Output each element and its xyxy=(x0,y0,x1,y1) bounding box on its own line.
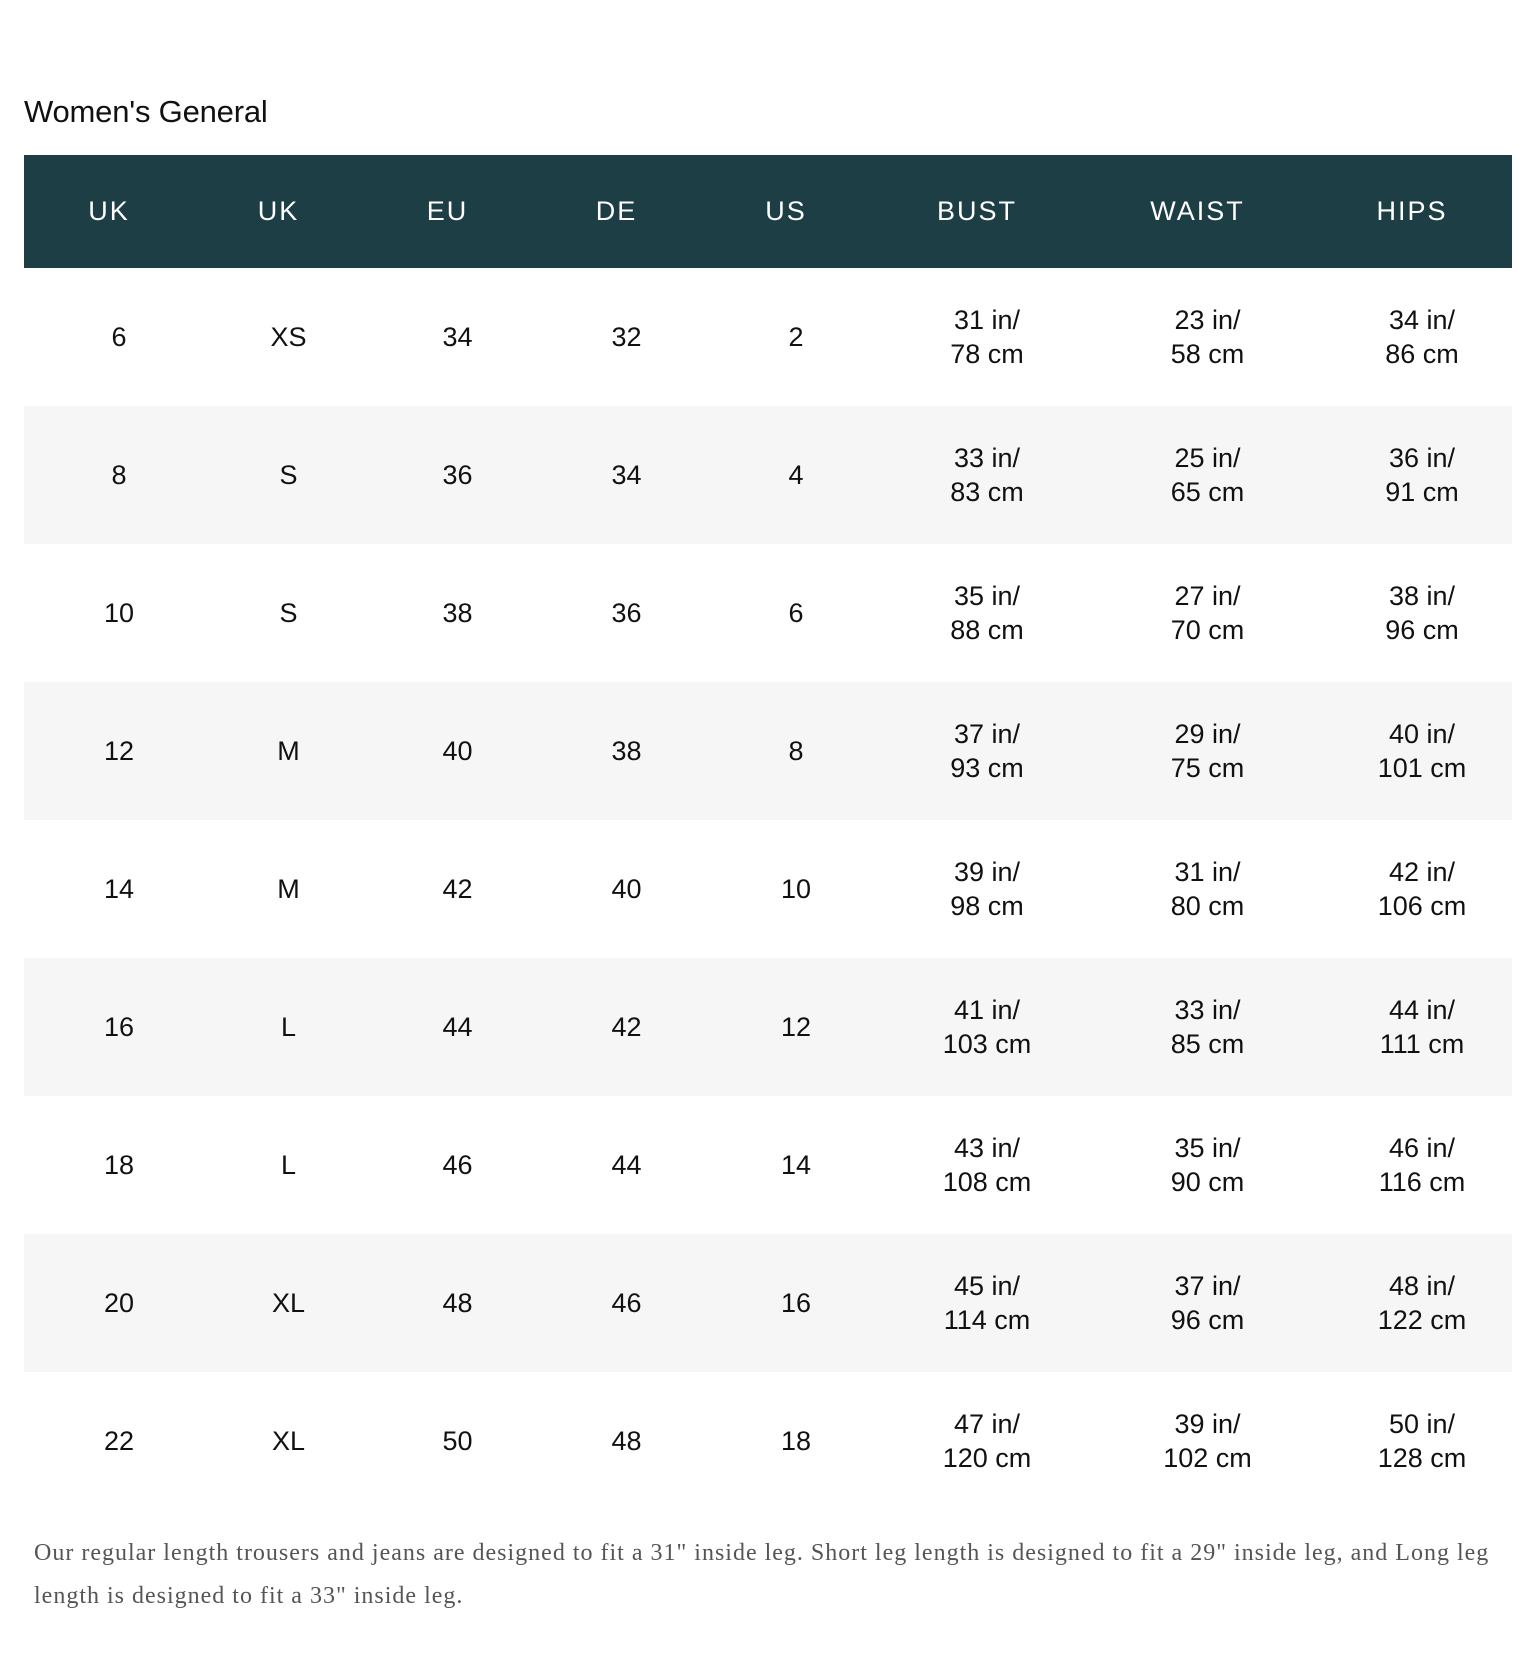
table-row xyxy=(24,1096,1512,1234)
cell-waist-inches: 27 in/ xyxy=(1174,581,1241,611)
cell-eu: 48 xyxy=(442,1288,473,1318)
header-uk-letter: UK xyxy=(257,196,300,226)
header-waist: WAIST xyxy=(1150,196,1245,226)
cell-bust xyxy=(871,1096,1083,1234)
cell-waist-centimetres: 80 cm xyxy=(1170,891,1245,921)
cell-de: 42 xyxy=(611,1012,642,1042)
cell-uk-letter: M xyxy=(277,736,300,766)
cell-bust-centimetres: 103 cm xyxy=(942,1029,1032,1059)
cell-uk-letter: M xyxy=(277,874,300,904)
cell-uk-numeric: 12 xyxy=(103,736,135,766)
cell-waist xyxy=(1083,406,1312,544)
cell-bust-centimetres: 83 cm xyxy=(950,477,1024,507)
cell-waist xyxy=(1083,958,1312,1096)
cell-bust-centimetres: 98 cm xyxy=(950,891,1024,921)
cell-bust-centimetres: 78 cm xyxy=(950,339,1024,369)
cell-bust-inches: 41 in/ xyxy=(953,995,1021,1025)
header-uk-numeric: UK xyxy=(88,196,130,226)
cell-uk-letter: L xyxy=(280,1012,297,1042)
cell-waist-centimetres: 75 cm xyxy=(1170,753,1245,783)
cell-waist-centimetres: 58 cm xyxy=(1170,339,1245,369)
cell-bust xyxy=(871,1234,1083,1372)
cell-uk-numeric: 14 xyxy=(103,874,135,904)
cell-hips xyxy=(1312,682,1512,820)
cell-de: 32 xyxy=(611,322,642,352)
cell-bust-inches: 35 in/ xyxy=(953,581,1021,611)
cell-hips xyxy=(1312,820,1512,958)
cell-waist xyxy=(1083,268,1312,406)
cell-hips-inches: 36 in/ xyxy=(1388,443,1456,473)
cell-hips-inches: 40 in/ xyxy=(1388,719,1456,749)
cell-de: 48 xyxy=(611,1426,642,1456)
table-row xyxy=(24,544,1512,682)
cell-waist-centimetres: 85 cm xyxy=(1170,1029,1245,1059)
cell-hips-inches: 34 in/ xyxy=(1388,305,1456,335)
cell-us: 6 xyxy=(788,598,804,628)
cell-bust-centimetres: 108 cm xyxy=(942,1167,1032,1197)
table-row xyxy=(24,268,1512,406)
cell-bust-inches: 39 in/ xyxy=(953,857,1021,887)
cell-hips xyxy=(1312,268,1512,406)
cell-us: 16 xyxy=(780,1288,812,1318)
cell-hips-centimetres: 96 cm xyxy=(1385,615,1459,645)
cell-waist-inches: 31 in/ xyxy=(1174,857,1241,887)
cell-waist-centimetres: 90 cm xyxy=(1170,1167,1245,1197)
cell-hips-centimetres: 111 cm xyxy=(1379,1029,1465,1059)
cell-de: 36 xyxy=(611,598,642,628)
cell-bust xyxy=(871,682,1083,820)
table-row xyxy=(24,1234,1512,1372)
cell-hips xyxy=(1312,1234,1512,1372)
cell-uk-letter: S xyxy=(279,460,298,490)
header-eu: EU xyxy=(426,196,469,226)
table-row xyxy=(24,406,1512,544)
cell-uk-letter: L xyxy=(280,1150,297,1180)
cell-hips-inches: 42 in/ xyxy=(1388,857,1456,887)
cell-de: 46 xyxy=(611,1288,642,1318)
cell-us: 10 xyxy=(780,874,812,904)
cell-bust-inches: 45 in/ xyxy=(953,1271,1021,1301)
cell-waist-centimetres: 102 cm xyxy=(1163,1443,1252,1473)
table-body xyxy=(24,268,1512,1510)
cell-waist-inches: 23 in/ xyxy=(1174,305,1241,335)
cell-waist xyxy=(1083,682,1312,820)
cell-bust xyxy=(871,958,1083,1096)
cell-bust-inches: 43 in/ xyxy=(953,1133,1021,1163)
cell-hips-centimetres: 122 cm xyxy=(1377,1305,1467,1335)
cell-uk-numeric: 18 xyxy=(103,1150,135,1180)
cell-eu: 38 xyxy=(442,598,473,628)
cell-waist-inches: 29 in/ xyxy=(1174,719,1241,749)
table-header xyxy=(24,155,1512,268)
cell-waist-centimetres: 70 cm xyxy=(1170,615,1245,645)
cell-de: 38 xyxy=(611,736,642,766)
cell-bust-inches: 37 in/ xyxy=(953,719,1021,749)
cell-waist-inches: 39 in/ xyxy=(1174,1409,1241,1439)
header-de: DE xyxy=(595,196,638,226)
cell-waist-centimetres: 96 cm xyxy=(1170,1305,1245,1335)
header-bust: BUST xyxy=(936,196,1017,226)
cell-bust-centimetres: 120 cm xyxy=(942,1443,1032,1473)
table-row xyxy=(24,958,1512,1096)
table-row xyxy=(24,820,1512,958)
cell-bust xyxy=(871,820,1083,958)
cell-eu: 46 xyxy=(442,1150,473,1180)
cell-uk-letter: XL xyxy=(271,1426,306,1456)
cell-bust xyxy=(871,268,1083,406)
cell-bust-centimetres: 114 cm xyxy=(943,1305,1031,1335)
cell-uk-letter: XS xyxy=(270,322,307,352)
cell-hips-centimetres: 128 cm xyxy=(1377,1443,1467,1473)
cell-waist xyxy=(1083,1234,1312,1372)
cell-us: 14 xyxy=(780,1150,812,1180)
cell-uk-numeric: 6 xyxy=(111,322,127,352)
cell-hips-inches: 48 in/ xyxy=(1388,1271,1456,1301)
cell-waist xyxy=(1083,1096,1312,1234)
cell-uk-letter: XL xyxy=(271,1288,306,1318)
header-hips: HIPS xyxy=(1376,196,1448,226)
cell-waist-inches: 33 in/ xyxy=(1174,995,1241,1025)
cell-waist-inches: 35 in/ xyxy=(1174,1133,1241,1163)
cell-uk-numeric: 20 xyxy=(103,1288,135,1318)
cell-waist-inches: 25 in/ xyxy=(1174,443,1241,473)
cell-waist xyxy=(1083,544,1312,682)
cell-us: 4 xyxy=(788,460,804,490)
inside-leg-footnote: Our regular length trousers and jeans are designed to fit a 31" inside leg. Short leg length is designed to fit a 29" inside leg, and Long leg length is designed to fit a 33" inside leg. xyxy=(34,1540,1490,1609)
cell-bust xyxy=(871,406,1083,544)
cell-bust xyxy=(871,1372,1083,1510)
cell-waist xyxy=(1083,820,1312,958)
cell-uk-numeric: 16 xyxy=(103,1012,135,1042)
cell-waist-inches: 37 in/ xyxy=(1174,1271,1241,1301)
cell-bust-centimetres: 93 cm xyxy=(950,753,1024,783)
cell-hips-centimetres: 91 cm xyxy=(1385,477,1459,507)
cell-uk-numeric: 10 xyxy=(103,598,135,628)
cell-hips xyxy=(1312,406,1512,544)
cell-eu: 34 xyxy=(442,322,473,352)
cell-de: 44 xyxy=(611,1150,642,1180)
cell-us: 8 xyxy=(788,736,804,766)
cell-bust-centimetres: 88 cm xyxy=(950,615,1024,645)
cell-hips xyxy=(1312,958,1512,1096)
cell-hips xyxy=(1312,1096,1512,1234)
table-row xyxy=(24,682,1512,820)
cell-uk-letter: S xyxy=(279,598,298,628)
cell-bust xyxy=(871,544,1083,682)
cell-eu: 44 xyxy=(442,1012,473,1042)
cell-uk-numeric: 22 xyxy=(103,1426,135,1456)
cell-hips-inches: 50 in/ xyxy=(1388,1409,1456,1439)
cell-us: 18 xyxy=(780,1426,812,1456)
cell-us: 2 xyxy=(788,322,804,352)
cell-bust-inches: 33 in/ xyxy=(953,443,1021,473)
cell-waist xyxy=(1083,1372,1312,1510)
cell-hips-centimetres: 101 cm xyxy=(1377,753,1467,783)
cell-de: 40 xyxy=(611,874,642,904)
cell-eu: 36 xyxy=(442,460,473,490)
cell-us: 12 xyxy=(780,1012,812,1042)
cell-eu: 42 xyxy=(442,874,473,904)
page-title: Women's General xyxy=(24,94,268,129)
cell-hips-inches: 38 in/ xyxy=(1388,581,1456,611)
size-chart-table xyxy=(24,155,1512,1510)
cell-bust-inches: 47 in/ xyxy=(953,1409,1021,1439)
cell-hips-centimetres: 86 cm xyxy=(1385,339,1459,369)
cell-bust-inches: 31 in/ xyxy=(953,305,1021,335)
cell-hips-centimetres: 106 cm xyxy=(1377,891,1467,921)
cell-uk-numeric: 8 xyxy=(111,460,127,490)
cell-de: 34 xyxy=(611,460,642,490)
cell-hips-inches: 44 in/ xyxy=(1388,995,1456,1025)
header-us: US xyxy=(765,196,807,226)
cell-waist-centimetres: 65 cm xyxy=(1170,477,1245,507)
cell-hips xyxy=(1312,1372,1512,1510)
table-row xyxy=(24,1372,1512,1510)
cell-eu: 40 xyxy=(442,736,473,766)
cell-eu: 50 xyxy=(442,1426,473,1456)
cell-hips-centimetres: 116 cm xyxy=(1378,1167,1466,1197)
header-row xyxy=(24,155,1512,268)
cell-hips xyxy=(1312,544,1512,682)
cell-hips-inches: 46 in/ xyxy=(1388,1133,1456,1163)
